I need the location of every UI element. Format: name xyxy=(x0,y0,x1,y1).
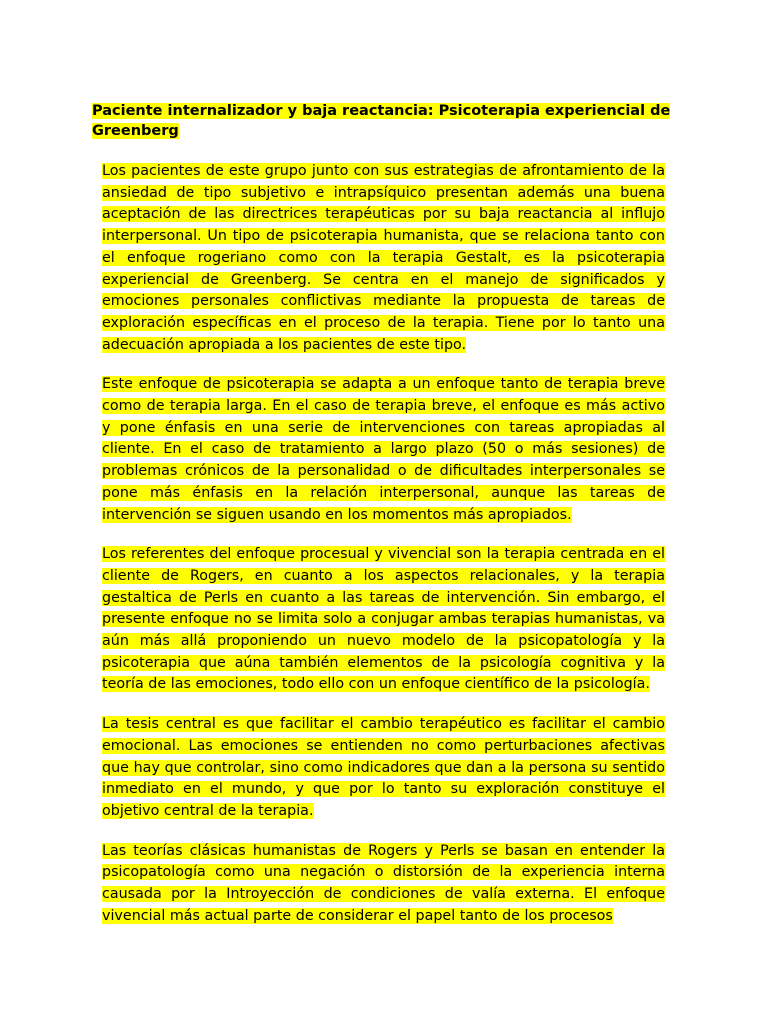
paragraph-5-text: Las teorías clásicas humanistas de Rogers y Perls se basan en entender la psicopatología como una negación o distorsión de la experiencia interna causada por la Introyección de condiciones de valía externa. El enfoque vivencial más actual parte de considerar el papel tanto de los procesos xyxy=(102,842,665,924)
title-text: Paciente internalizador y baja reactancia: Psicoterapia experiencial de Greenberg xyxy=(92,103,671,139)
paragraph-3 xyxy=(102,544,665,696)
paragraph-4 xyxy=(102,714,665,823)
paragraph-4-text: La tesis central es que facilitar el cambio terapéutico es facilitar el cambio emocional. Las emociones se entienden no como perturbaciones afectivas que hay que controlar, sino como indicadores que dan a la persona su sentido inmediato en el mundo, y que por lo tanto su exploración constituye el objetivo central de la terapia. xyxy=(102,716,665,819)
paragraph-1-text: Los pacientes de este grupo junto con sus estrategias de afrontamiento de la ansiedad de tipo subjetivo e intrapsíquico presentan además una buena aceptación de las directrices terapéuticas por su baja reactancia al influjo interpersonal. Un tipo de psicoterapia humanista, que se relaciona tanto con el enfoque rogeriano como con la terapia Gestalt, es la psicoterapia experiencial de Greenberg. Se centra en el manejo de significados y emociones personales conflictivas mediante la propuesta de tareas de exploración específicas en el proceso de la terapia. Tiene por lo tanto una adecuación apropiada a los pacientes de este tipo. xyxy=(102,163,665,353)
paragraph-2 xyxy=(102,374,665,526)
paragraph-5 xyxy=(102,841,665,928)
document-body xyxy=(102,161,665,946)
paragraph-1 xyxy=(102,161,665,356)
document-title xyxy=(92,101,672,141)
paragraph-2-text: Este enfoque de psicoterapia se adapta a un enfoque tanto de terapia breve como de terapia larga. En el caso de terapia breve, el enfoque es más activo y pone énfasis en una serie de intervenciones con tareas apropiadas al cliente. En el caso de tratamiento a largo plazo (50 o más sesiones) de problemas crónicos de la personalidad o de dificultades interpersonales se pone más énfasis en la relación interpersonal, aunque las tareas de intervención se siguen usando en los momentos más apropiados. xyxy=(102,376,665,523)
paragraph-3-text: Los referentes del enfoque procesual y vivencial son la terapia centrada en el cliente de Rogers, en cuanto a los aspectos relacionales, y la terapia gestaltica de Perls en cuanto a las tareas de intervención. Sin embargo, el presente enfoque no se limita solo a conjugar ambas terapias humanistas, va aún más allá proponiendo un nuevo modelo de la psicopatología y la psicoterapia que aúna también elementos de la psicología cognitiva y la teoría de las emociones, todo ello con un enfoque científico de la psicología. xyxy=(102,546,665,693)
